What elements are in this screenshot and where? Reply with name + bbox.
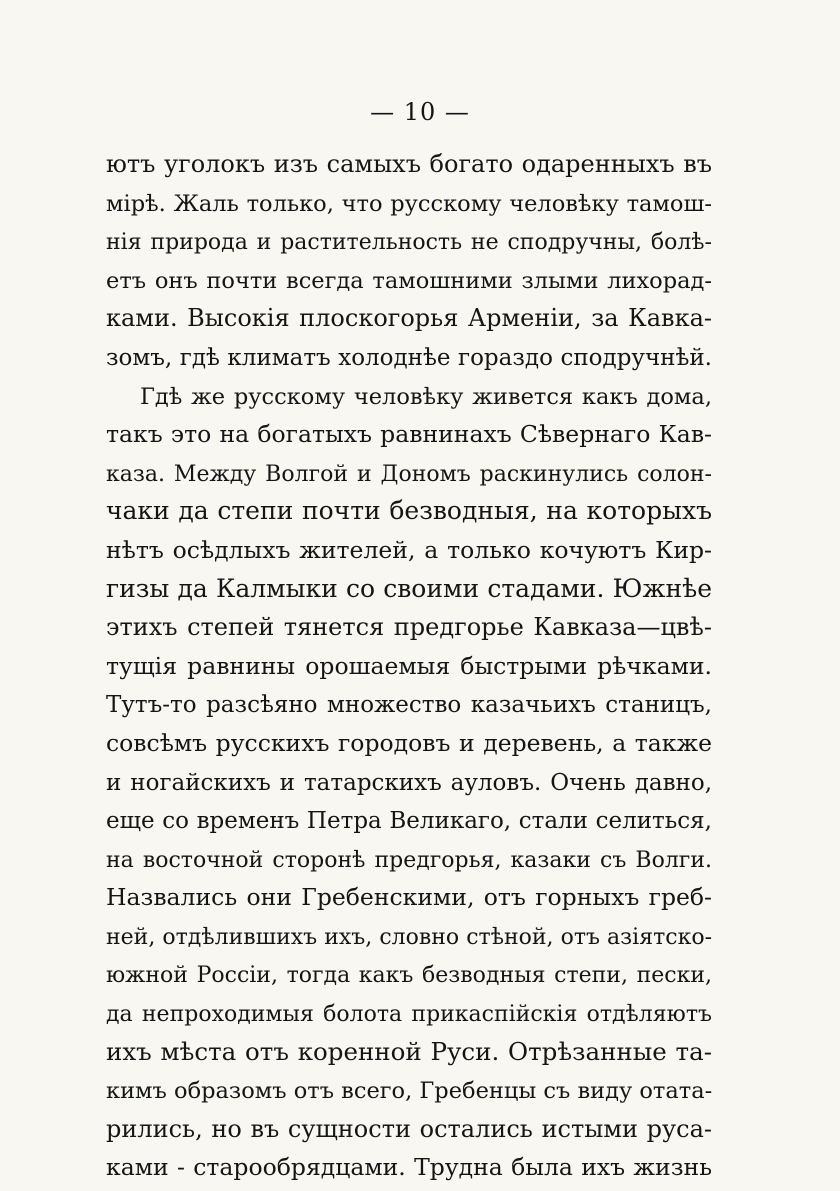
- text-line: Назвались они Гребенскими, отъ горныхъ греб-: [106, 883, 712, 912]
- text-line: такъ это на богатыхъ равнинахъ Сѣвернаго Кав-: [106, 420, 712, 449]
- text-line: чаки да степи почти безводныя, на которыхъ: [106, 496, 712, 526]
- paragraph: [106, 145, 712, 377]
- text-line: южной Россіи, тогда какъ безводныя степи, пески,: [106, 963, 712, 989]
- text-line: Гдѣ же русскому человѣку живется какъ дома,: [140, 383, 712, 410]
- text-line: нѣтъ осѣдлыхъ жителей, а только кочуютъ Кир-: [106, 535, 712, 564]
- text-line: нія природа и растительность не сподручны, болѣ-: [106, 230, 712, 256]
- text-line: еще со временъ Петра Великаго, стали селиться,: [106, 808, 712, 835]
- body-text: [106, 145, 712, 1187]
- text-line: тущія равнины орошаемыя быстрыми рѣчками.: [106, 651, 712, 680]
- text-line: и ногайскихъ и татарскихъ ауловъ. Очень давно,: [106, 769, 712, 796]
- text-line: зомъ, гдѣ климатъ холоднѣе гораздо сподручнѣй.: [106, 344, 712, 371]
- text-line: Тутъ-то разсѣяно множество казачьихъ станицъ,: [106, 692, 712, 719]
- paragraph: [106, 377, 712, 1187]
- text-line: ютъ уголокъ изъ самыхъ богато одаренныхъ въ: [106, 150, 712, 178]
- text-line: кимъ образомъ отъ всего, Гребенцы съ виду отата-: [106, 1078, 713, 1105]
- page-number: — 10 —: [370, 98, 470, 126]
- text-line: на восточной сторонѣ предгорья, казаки съ Волги.: [106, 847, 712, 873]
- text-line: мірѣ. Жаль только, что русскому человѣку тамош-: [106, 190, 712, 217]
- text-line: совсѣмъ русскихъ городовъ и деревень, а также: [106, 728, 712, 757]
- text-line: ихъ мѣста отъ коренной Руси. Отрѣзанные та-: [106, 1036, 712, 1066]
- text-line: етъ онъ почти всегда тамошними злыми лихорад-: [106, 267, 712, 294]
- text-line: этихъ степей тянется предгорье Кавказа—цвѣ-: [106, 613, 712, 642]
- text-line: ками. Высокія плоскогорья Арменіи, за Кавка-: [106, 304, 712, 333]
- text-line: гизы да Калмыки со своими стадами. Южнѣе: [106, 573, 712, 603]
- text-line: ками - старообрядцами. Трудна была ихъ жизнь: [106, 1153, 712, 1182]
- text-line: ней, отдѣлившихъ ихъ, словно стѣной, отъ азіятско-: [106, 924, 712, 950]
- text-line: рились, но въ сущности остались истыми руса-: [106, 1114, 712, 1143]
- text-line: да непроходимыя болота прикаспійскія отдѣляютъ: [106, 1002, 712, 1028]
- text-line: каза. Между Волгой и Дономъ раскинулись солон-: [106, 461, 712, 487]
